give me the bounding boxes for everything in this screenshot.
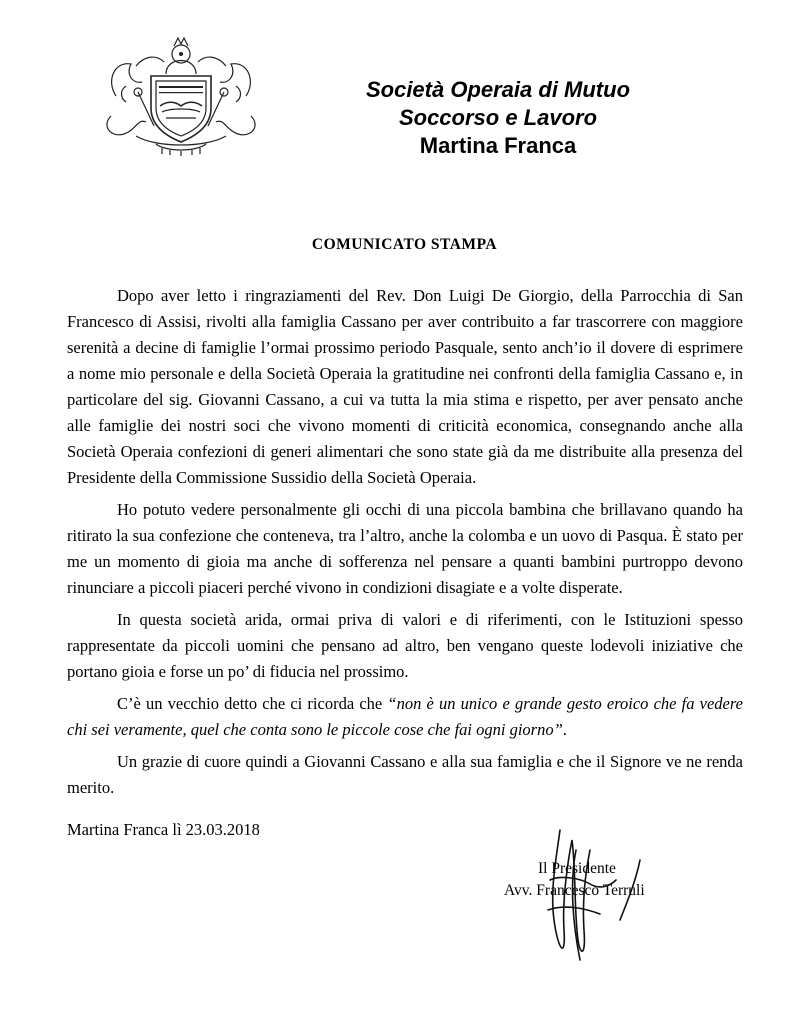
paragraph-1: Dopo aver letto i ringraziamenti del Rev. Don Luigi De Giorgio, della Parrocchia di San Francesco di Assisi, rivolti alla famiglia Cassano per aver contribuito a far trascorrere con maggiore serenità a decine di famiglie l’ormai prossimo periodo Pasquale, sento anch’io il dovere di esprimere a nome mio personale e della Società Operaia la gratitudine nei confronti della famiglia Cassano e, in particolare del sig. Giovanni Cassano, a cui va tutta la mia stima e rispetto, per aver pensato anche alle famiglie dei nostri soci che vivono momenti di criticità economica, consegnando anche alla Società Operaia confezioni di generi alimentari che sono state già da me distribuite alla presenza del Presidente della Commissione Sussidio della Società Operaia. [67,286,743,487]
organization-header [318,76,678,160]
quote-text: “non è un unico e grande gesto eroico che fa vedere chi sei veramente, quel che conta sono le piccole cose che fai ogni giorno” [67,694,743,739]
org-name-line1: Società Operaia di Mutuo [365,77,631,102]
quote-intro: C’è un vecchio detto che ci ricorda che [117,694,388,713]
signatory-role: Il Presidente [538,860,616,877]
paragraph-2: Ho potuto vedere personalmente gli occhi di una piccola bambina che brillavano quando ha ritirato la sua confezione che conteneva, tra l’altro, anche la colomba e un uovo di Pasqua. È stato per me un momento di gioia ma anche di sofferenza nel pensare a quanti bambini purtroppo devono rinunciare a piccoli piaceri perché vivono in condizioni disagiate e a volte disperate. [67,500,743,597]
society-emblem-icon [96,26,266,156]
document-title: COMUNICATO STAMPA [311,236,498,253]
document-body [67,283,743,807]
org-city: Martina Franca [419,133,577,158]
date-line: Martina Franca lì 23.03.2018 [67,820,260,839]
quote-paragraph [67,691,743,743]
quote-end: . [562,720,567,739]
org-name-line2: Soccorso e Lavoro [398,105,598,130]
signatory-name: Avv. Francesco Terruli [504,882,645,899]
paragraph-3: In questa società arida, ormai priva di valori e di riferimenti, con le Istituzioni spesso rappresentate da piccoli uomini che pensano ad altro, ben vengano queste lodevoli iniziative che portano gioia e forse un po’ di fiducia nel prossimo. [67,610,743,681]
closing-paragraph: Un grazie di cuore quindi a Giovanni Cassano e alla sua famiglia e che il Signore ve ne renda merito. [67,752,743,797]
